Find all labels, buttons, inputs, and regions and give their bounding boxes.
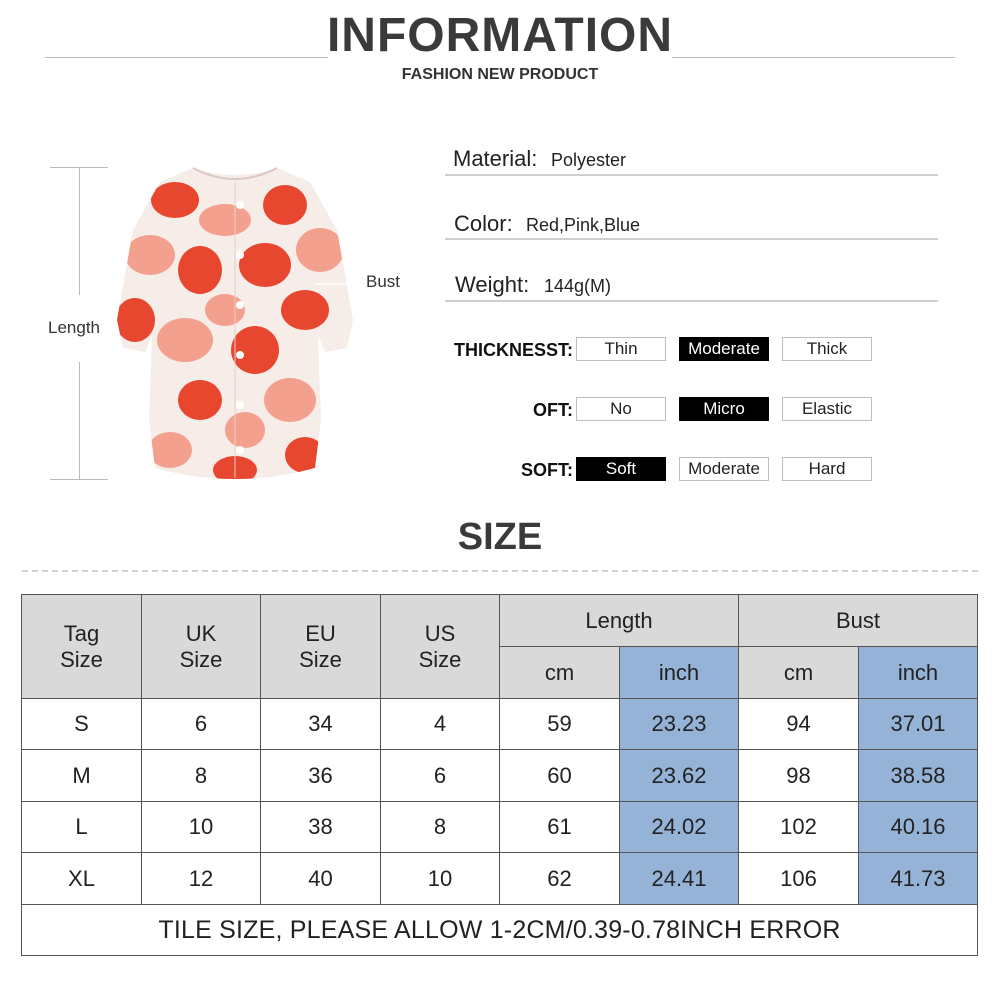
table-header-row	[22, 595, 978, 647]
soft-option-moderate: Moderate	[679, 457, 769, 481]
header-uk-line2: Size	[179, 646, 223, 672]
cell-eu: 34	[261, 699, 381, 750]
oft-option-no: No	[576, 397, 666, 421]
cell-tag: S	[22, 699, 142, 750]
color-divider	[445, 238, 938, 240]
cell-eu: 36	[261, 750, 381, 802]
header-length-cm: cm	[500, 647, 620, 699]
thickness-option-thick: Thick	[782, 337, 872, 361]
size-title: SIZE	[457, 516, 543, 558]
header-uk-size	[142, 595, 261, 699]
header-length-inch: inch	[620, 647, 739, 699]
header-eu-line1: EU	[305, 620, 336, 646]
table-note-row	[22, 905, 978, 956]
cell-uk: 6	[142, 699, 261, 750]
weight-label: Weight:	[455, 272, 530, 297]
table-row	[22, 802, 978, 853]
size-table	[21, 594, 978, 956]
soft-label: SOFT:	[521, 460, 573, 480]
header-us-line1: US	[424, 620, 456, 646]
cell-eu: 38	[261, 802, 381, 853]
length-ruler-bottom	[50, 479, 108, 480]
cell-bust-cm: 102	[739, 802, 859, 853]
soft-option-soft: Soft	[576, 457, 666, 481]
cell-bust-cm: 94	[739, 699, 859, 750]
cell-us: 6	[381, 750, 500, 802]
header-eu-size	[261, 595, 381, 699]
cell-length-cm: 61	[500, 802, 620, 853]
cell-uk: 10	[142, 802, 261, 853]
table-row	[22, 699, 978, 750]
header-bust-cm: cm	[739, 647, 859, 699]
table-row	[22, 750, 978, 802]
cell-bust-inch: 38.58	[859, 750, 978, 802]
page-subtitle: FASHION NEW PRODUCT	[401, 66, 599, 83]
size-dashed-divider	[22, 570, 978, 572]
blouse-image	[115, 160, 355, 485]
cell-length-cm: 60	[500, 750, 620, 802]
weight-value: 144g(M)	[544, 276, 612, 296]
thickness-label: THICKNESST:	[453, 340, 573, 360]
oft-option-micro: Micro	[679, 397, 769, 421]
cell-bust-inch: 41.73	[859, 853, 978, 905]
cell-length-inch: 23.62	[620, 750, 739, 802]
header-eu-line2: Size	[299, 646, 342, 672]
header-length: Length	[500, 595, 739, 647]
cell-bust-inch: 37.01	[859, 699, 978, 750]
cell-bust-cm: 106	[739, 853, 859, 905]
cell-us: 4	[381, 699, 500, 750]
bust-label: Bust	[366, 272, 401, 291]
cell-uk: 12	[142, 853, 261, 905]
cell-length-inch: 24.41	[620, 853, 739, 905]
length-ruler-lower	[79, 362, 80, 479]
soft-option-hard: Hard	[782, 457, 872, 481]
length-label: Length	[48, 318, 100, 337]
size-error-note: TILE SIZE, PLEASE ALLOW 1-2CM/0.39-0.78INCH ERROR	[22, 905, 978, 956]
material-divider	[445, 174, 938, 176]
length-ruler-upper	[79, 167, 80, 295]
header-uk-line1: UK	[185, 620, 217, 646]
cell-tag: M	[22, 750, 142, 802]
cell-length-cm: 62	[500, 853, 620, 905]
cell-us: 10	[381, 853, 500, 905]
oft-label: OFT:	[533, 400, 573, 420]
cell-uk: 8	[142, 750, 261, 802]
cell-tag: XL	[22, 853, 142, 905]
header-tag-size	[22, 595, 142, 699]
material-value: Polyester	[551, 150, 627, 170]
header-bust-inch: inch	[859, 647, 978, 699]
header-tag-line1: Tag	[63, 620, 100, 646]
cell-bust-inch: 40.16	[859, 802, 978, 853]
cell-us: 8	[381, 802, 500, 853]
oft-option-elastic: Elastic	[782, 397, 872, 421]
cell-tag: L	[22, 802, 142, 853]
header-tag-line2: Size	[60, 646, 103, 672]
header-us-size	[381, 595, 500, 699]
color-value: Red,Pink,Blue	[526, 215, 641, 235]
material-label: Material:	[453, 146, 538, 171]
header-us-line2: Size	[418, 646, 462, 672]
color-label: Color:	[454, 211, 513, 236]
thickness-option-thin: Thin	[576, 337, 666, 361]
thickness-option-moderate: Moderate	[679, 337, 769, 361]
cell-bust-cm: 98	[739, 750, 859, 802]
cell-eu: 40	[261, 853, 381, 905]
weight-divider	[445, 300, 938, 302]
cell-length-inch: 24.02	[620, 802, 739, 853]
table-row	[22, 853, 978, 905]
cell-length-inch: 23.23	[620, 699, 739, 750]
cell-length-cm: 59	[500, 699, 620, 750]
header-bust: Bust	[739, 595, 978, 647]
page-title: INFORMATION	[326, 9, 674, 62]
